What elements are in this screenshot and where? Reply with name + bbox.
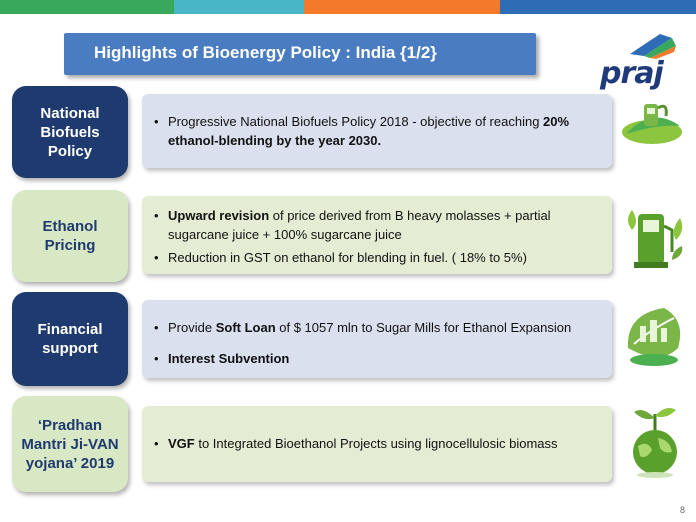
bullet-item: • Upward revision of price derived from B heavy molasses + partial sugarcane juice + 100% sugarcane juice [154,206,602,244]
praj-logo [600,30,680,91]
bullet-item: • Progressive National Biofuels Policy 2018 - objective of reaching 20% ethanol-blending by the year 2030. [154,112,602,150]
bullet-item: • Interest Subvention [154,349,602,368]
row-label-financial-support [12,292,128,386]
row-label-national-biofuels-policy [12,86,128,178]
page-title: Highlights of Bioenergy Policy : India {1/2} [94,43,437,62]
row-content-financial-support [142,300,612,378]
top-bar-orange [304,0,500,14]
row-label-text: ‘Pradhan Mantri Ji-VAN yojana’ 2019 [21,416,119,472]
logo-text: praj [600,56,663,91]
row-label-ethanol-pricing [12,190,128,282]
row-content-pradhan-mantri-ji-van [142,406,612,482]
top-color-bar [0,0,696,14]
title-banner [64,33,536,75]
page-number: 8 [680,505,686,515]
fuel-pump-leaf-icon [618,96,688,146]
row-content-national-biofuels-policy [142,94,612,168]
bullet-item: • Provide Soft Loan of $ 1057 mln to Sugar Mills for Ethanol Expansion [154,318,602,337]
bullet-item: • Reduction in GST on ethanol for blending in fuel. ( 18% to 5%) [154,248,602,267]
green-globe-plant-icon [622,404,688,478]
top-bar-green [0,0,174,14]
row-label-text: Financial support [37,321,103,357]
row-content-ethanol-pricing [142,196,612,274]
row-label-pradhan-mantri-ji-van [12,396,128,492]
green-fuel-pump-icon [622,200,688,272]
row-label-text: National Biofuels Policy [40,104,100,160]
top-bar-blue [500,0,696,14]
bullet-item: • VGF to Integrated Bioethanol Projects using lignocellulosic biomass [154,434,602,453]
eco-city-leaf-icon [620,300,688,372]
top-bar-cyan [174,0,304,14]
row-label-text: Ethanol Pricing [42,218,98,254]
